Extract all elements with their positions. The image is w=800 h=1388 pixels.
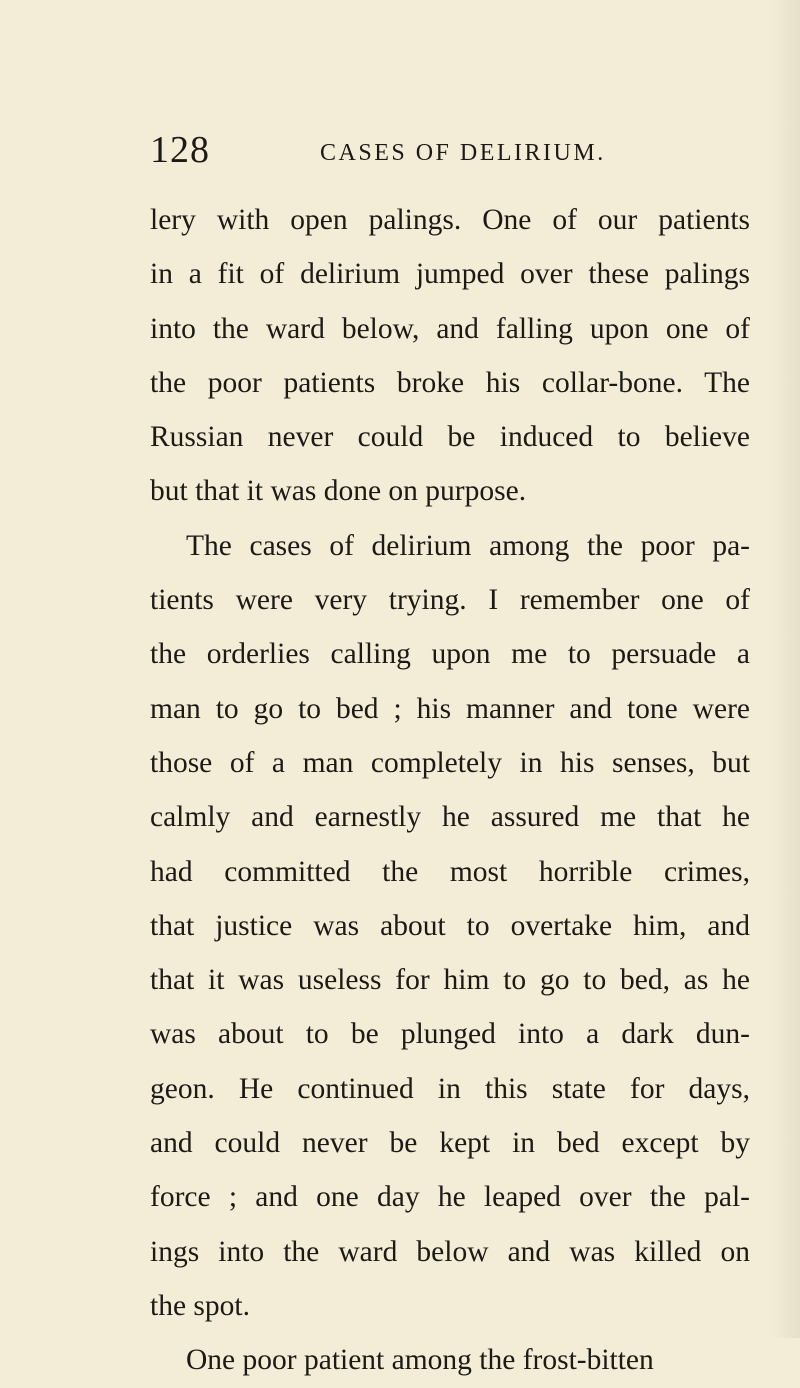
- body-text: [150, 193, 750, 1388]
- text-line: tients were very trying. I remember one of: [150, 584, 750, 617]
- text-line: One poor patient among the frost-bitten: [186, 1344, 654, 1377]
- text-line: the orderlies calling upon me to persuade a: [150, 638, 750, 671]
- text-line: but that it was done on purpose.: [150, 475, 527, 508]
- text-line: had committed the most horrible crimes,: [150, 855, 750, 888]
- running-head: CASES OF DELIRIUM.: [320, 140, 606, 166]
- text-line: and could never be kept in bed except by: [150, 1127, 750, 1160]
- text-line: that it was useless for him to go to bed, as he: [150, 964, 750, 997]
- text-line: was about to be plunged into a dark dun-: [150, 1018, 750, 1051]
- text-line: The cases of delirium among the poor pa-: [186, 529, 750, 562]
- page-number: 128: [150, 129, 210, 171]
- text-line: man to go to bed ; his manner and tone were: [150, 692, 750, 725]
- text-line: geon. He continued in this state for days,: [150, 1072, 750, 1105]
- text-line: in a fit of delirium jumped over these palings: [150, 258, 750, 291]
- text-line: calmly and earnestly he assured me that he: [150, 801, 750, 834]
- page-header: [150, 128, 750, 178]
- text-line: force ; and one day he leaped over the pal-: [150, 1181, 750, 1214]
- text-line: into the ward below, and falling upon one of: [150, 312, 750, 345]
- text-line: that justice was about to overtake him, and: [150, 909, 750, 942]
- text-line: Russian never could be induced to believe: [150, 421, 750, 454]
- text-line: ings into the ward below and was killed on: [150, 1235, 750, 1268]
- text-line: the spot.: [150, 1289, 250, 1322]
- text-line: those of a man completely in his senses, but: [150, 746, 750, 779]
- text-line: the poor patients broke his collar-bone. The: [150, 366, 750, 399]
- text-line: lery with open palings. One of our patients: [150, 204, 750, 236]
